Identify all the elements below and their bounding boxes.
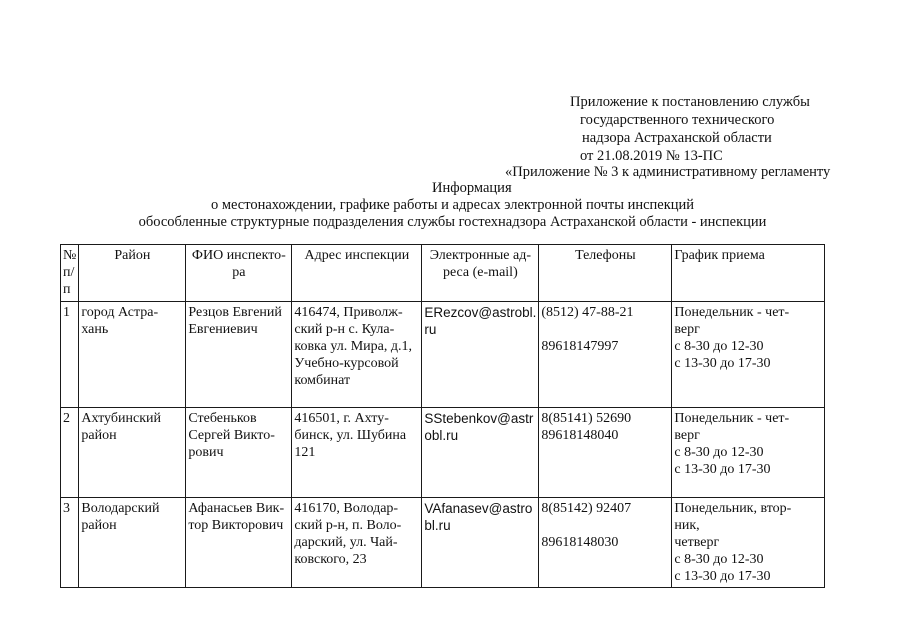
document-title: Информация [432,180,512,196]
row-inspector: Афанасьев Вик- тор Викторович [186,498,292,588]
annex-line-5: «Приложение № 3 к административному регламенту [505,164,831,180]
header-district: Район [79,245,186,302]
row-schedule: Понедельник, втор- ник, четверг с 8-30 до 12-30 с 13-30 до 17-30 [672,498,825,588]
row-schedule: Понедельник - чет- верг с 8-30 до 12-30 с 13-30 до 17-30 [672,408,825,498]
row-phones: 8(85142) 92407 89618148030 [539,498,672,588]
row-district: город Астра- хань [79,302,186,408]
table-row [61,302,825,408]
subtitle-line-1: о местонахождении, графике работы и адресах электронной почты инспекций [210,197,695,213]
row-phones: 8(85141) 52690 89618148040 [539,408,672,498]
header-schedule: График приема [672,245,825,302]
row-district: Володарский район [79,498,186,588]
annex-line-3: надзора Астраханской области [582,130,772,146]
table-header-row [61,245,825,302]
row-address: 416501, г. Ахту- бинск, ул. Шубина 121 [292,408,422,498]
inspections-table [60,244,825,588]
header-phones: Телефоны [539,245,672,302]
header-inspector: ФИО инспекто- ра [186,245,292,302]
annex-line-2: государственного технического [580,112,775,128]
header-email: Электронные ад- реса (e-mail) [422,245,539,302]
annex-line-1: Приложение к постановлению службы [570,94,810,110]
table-row [61,408,825,498]
row-district: Ахтубинский район [79,408,186,498]
row-email[interactable]: ERezcov@astrobl. ru [422,302,539,408]
subtitle-line-2: обособленные структурные подразделения службы гостехнадзора Астраханской области - инспекции [138,214,767,230]
row-address: 416474, Приволж- ский р-н с. Кула- ковка ул. Мира, д.1, Учебно-курсовой комбинат [292,302,422,408]
row-email[interactable]: SStebenkov@astr obl.ru [422,408,539,498]
header-num: № п/ п [61,245,79,302]
row-num: 3 [61,498,79,588]
row-schedule: Понедельник - чет- верг с 8-30 до 12-30 с 13-30 до 17-30 [672,302,825,408]
row-num: 2 [61,408,79,498]
row-email[interactable]: VAfanasev@astro bl.ru [422,498,539,588]
row-num: 1 [61,302,79,408]
row-phones: (8512) 47-88-21 89618147997 [539,302,672,408]
row-address: 416170, Володар- ский р-н, п. Воло- дарский, ул. Чай- ковского, 23 [292,498,422,588]
annex-line-4: от 21.08.2019 № 13-ПС [580,148,723,164]
table-row [61,498,825,588]
row-inspector: Стебеньков Сергей Викто- рович [186,408,292,498]
row-inspector: Резцов Евгений Евгениевич [186,302,292,408]
header-address: Адрес инспекции [292,245,422,302]
